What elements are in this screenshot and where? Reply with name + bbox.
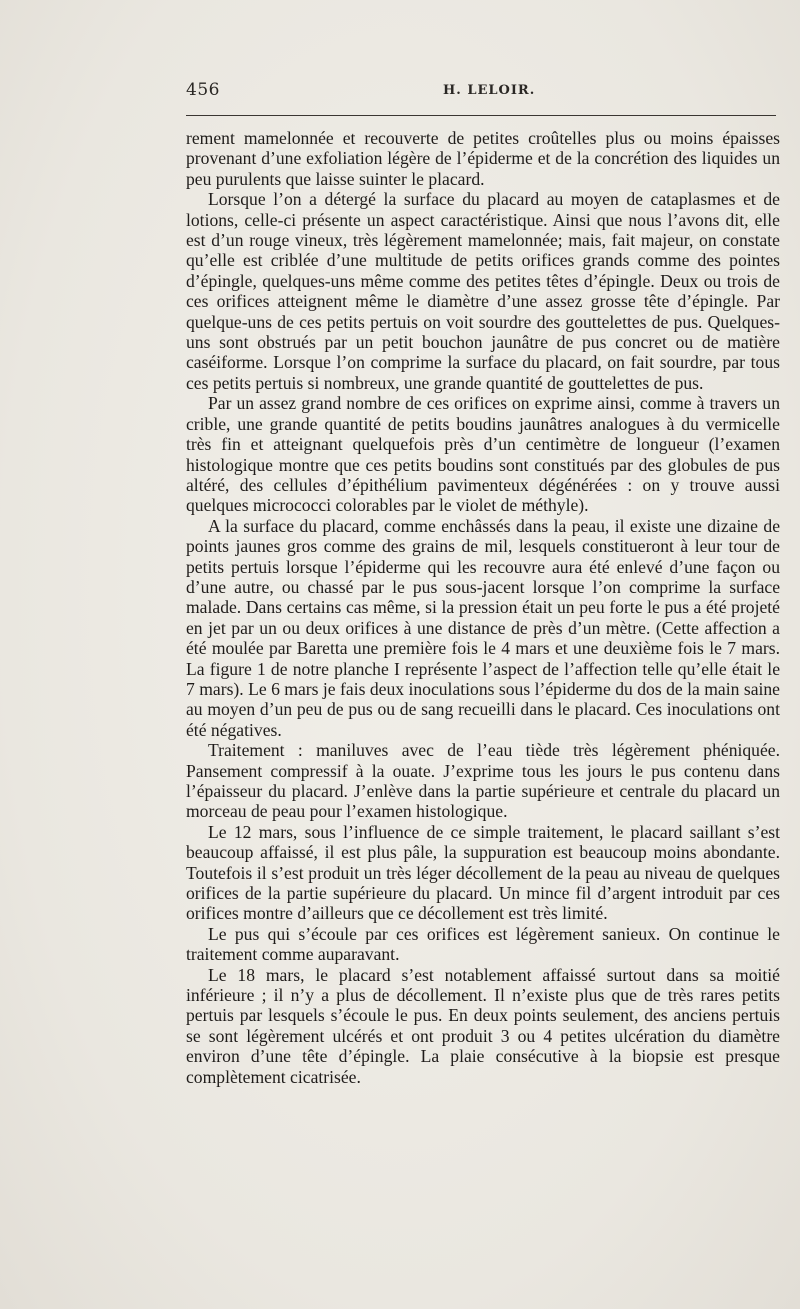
body-text [186,128,780,1087]
running-head-author: H. LELOIR. [443,83,536,98]
paragraph-vermicelle: Par un assez grand nombre de ces orifices on exprime ainsi, comme à travers un crible, une grande quantité de petits boudins jaunâtres analogues à du vermicelle très fin et atteignant quelquefois près d’un centimètre de longueur (l’examen histologique montre que ces petits boudins sont constitués par des globules de pus altéré, des cellules d’épithélium pavimenteux dégénérées : on y trouve aussi quelques micrococci colorables par le violet de méthyle). [186,393,780,516]
paragraph-points-jaunes: A la surface du placard, comme enchâssés dans la peau, il existe une dizaine de points jaunes gros comme des grains de mil, lesquels constitueront à leur tour de petits pertuis lorsque l’épiderme qui les recouvre aura été enlevé d’une façon ou d’une autre, ou chassé par le pus sous-jacent lorsque l’on comprime la surface malade. Dans certains cas même, si la pression était un peu forte le pus a été projeté en jet par un ou deux orifices à une distance de près d’un mètre. (Cette affection a été moulée par Baretta une première fois le 4 mars et une deuxième fois le 7 mars. La figure 1 de notre planche I représente l’aspect de l’affection telle qu’elle était le 7 mars). Le 6 mars je fais deux inoculations sous l’épiderme du dos de la main saine au moyen d’un peu de pus ou de sang recueilli dans le placard. Ces inoculations ont été négatives. [186,515,780,740]
paragraph-12-mars: Le 12 mars, sous l’influence de ce simple traitement, le placard saillant s’est beaucoup affaissé, il est plus pâle, la suppuration est beaucoup moins abondante. Toutefois il s’est produit un très léger décollement de la peau au niveau de quelques orifices de la partie supérieure du placard. Un mince fil d’argent introduit par ces orifices montre d’ailleurs que ce décollement est très limité. [186,821,780,924]
page-number: 456 [186,80,220,100]
paragraph-continuation: rement mamelonnée et recouverte de petites croûtelles plus ou moins épaisses provenant d’une exfoliation légère de l’épiderme et de la concrétion des liquides un peu purulents que laisse suinter le placard. [186,128,780,189]
page-header [186,80,776,106]
header-rule [186,115,776,116]
paragraph-pus-sanieux: Le pus qui s’écoule par ces orifices est légèrement sanieux. On continue le traitement comme auparavant. [186,923,780,965]
paragraph-surface-description: Lorsque l’on a détergé la surface du placard au moyen de cataplasmes et de lotions, celle-ci présente un aspect caractéristique. Ainsi que nous l’avons dit, elle est d’un rouge vineux, très légèrement mamelonnée; mais, fait majeur, on constate qu’elle est criblée d’une multitude de petits orifices grands comme des pointes d’épingle, quelques-uns même comme des petites têtes d’épingle. Deux ou trois de ces orifices atteignent même le diamètre d’une assez grosse tête d’épingle. Par quelque-uns de ces petits pertuis on voit sourdre des gouttelettes de pus. Quelques-uns sont obstrués par un petit bouchon jaunâtre de pus concret ou de matière caséiforme. Lorsque l’on comprime la surface du placard, on fait sourdre, par tous ces petits pertuis si nombreux, une grande quantité de gouttelettes de pus. [186,189,780,393]
paragraph-traitement: Traitement : maniluves avec de l’eau tiède très légèrement phéniquée. Pansement compressif à la ouate. J’exprime tous les jours le pus contenu dans l’épaisseur du placard. J’enlève dans la partie supérieure et centrale du placard un morceau de peau pour l’examen histologique. [186,740,780,822]
paragraph-18-mars: Le 18 mars, le placard s’est notablement affaissé surtout dans sa moitié inférieure ; il n’y a plus de décollement. Il n’existe plus que de très rares petits pertuis par lesquels s’écoule le pus. En deux points seulement, des anciens pertuis se sont légèrement ulcérés et ont produit 3 ou 4 petites ulcération du diamètre environ d’une tête d’épingle. La plaie consécutive à la biopsie est presque complètement cicatrisée. [186,964,780,1087]
